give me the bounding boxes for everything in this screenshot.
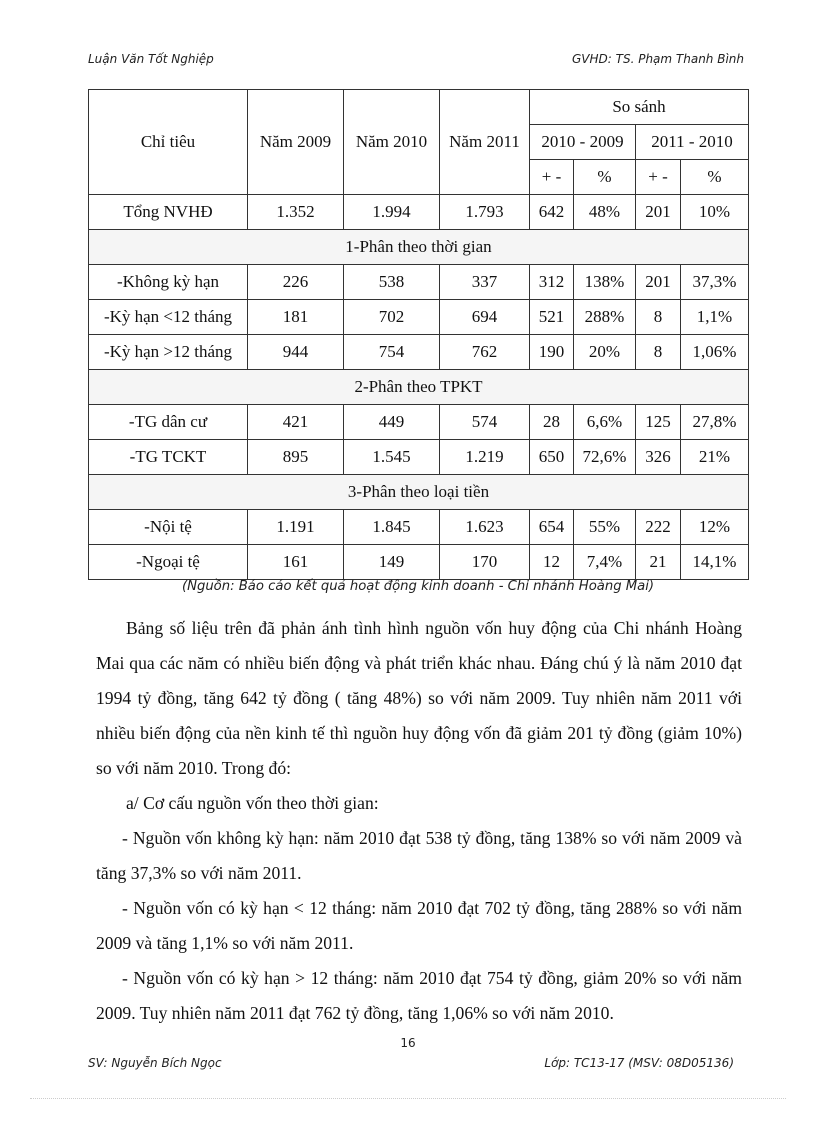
row-label: Tổng NVHĐ <box>89 195 248 230</box>
cell-2009: 1.352 <box>248 195 344 230</box>
row-label: -TG TCKT <box>89 440 248 475</box>
cell-diff-1: 190 <box>530 335 574 370</box>
cell-pct-2: 10% <box>681 195 749 230</box>
row-label: -Không kỳ hạn <box>89 265 248 300</box>
page-bottom-rule <box>30 1098 786 1099</box>
cell-pct-2: 12% <box>681 510 749 545</box>
cell-diff-2: 201 <box>636 265 681 300</box>
section-label: 1-Phân theo thời gian <box>89 230 749 265</box>
header-chi-tieu: Chỉ tiêu <box>89 90 248 195</box>
cell-diff-1: 650 <box>530 440 574 475</box>
page-number: 16 <box>400 1036 416 1050</box>
cell-pct-1: 288% <box>574 300 636 335</box>
section-label: 2-Phân theo TPKT <box>89 370 749 405</box>
cell-diff-1: 28 <box>530 405 574 440</box>
cell-2009: 895 <box>248 440 344 475</box>
cell-2011: 337 <box>440 265 530 300</box>
cell-diff-2: 8 <box>636 335 681 370</box>
body-text <box>96 611 742 1031</box>
cell-diff-2: 222 <box>636 510 681 545</box>
cell-diff-2: 21 <box>636 545 681 580</box>
header-2011-2010: 2011 - 2010 <box>636 125 749 160</box>
cell-pct-2: 27,8% <box>681 405 749 440</box>
section-label: 3-Phân theo loại tiền <box>89 475 749 510</box>
cell-pct-1: 6,6% <box>574 405 636 440</box>
header-2009: Năm 2009 <box>248 90 344 195</box>
header-percent-1: % <box>574 160 636 195</box>
cell-2010: 149 <box>344 545 440 580</box>
cell-2010: 754 <box>344 335 440 370</box>
paragraph-item: - Nguồn vốn không kỳ hạn: năm 2010 đạt 538 tỷ đồng, tăng 138% so với năm 2009 và tăng 37,3% so với năm 2011. <box>96 828 742 883</box>
cell-diff-1: 642 <box>530 195 574 230</box>
cell-pct-2: 21% <box>681 440 749 475</box>
header-2010: Năm 2010 <box>344 90 440 195</box>
table-row <box>89 195 749 230</box>
cell-2009: 226 <box>248 265 344 300</box>
header-percent-2: % <box>681 160 749 195</box>
cell-2011: 762 <box>440 335 530 370</box>
cell-2010: 1.994 <box>344 195 440 230</box>
cell-pct-2: 1,06% <box>681 335 749 370</box>
cell-2010: 538 <box>344 265 440 300</box>
header-so-sanh: So sánh <box>530 90 749 125</box>
paragraph-item: - Nguồn vốn có kỳ hạn < 12 tháng: năm 2010 đạt 702 tỷ đồng, tăng 288% so với năm 2009 và tăng 1,1% so với năm 2011. <box>96 898 742 953</box>
header-2010-2009: 2010 - 2009 <box>530 125 636 160</box>
header-right: GVHD: TS. Phạm Thanh Bình <box>572 52 744 66</box>
cell-2011: 1.219 <box>440 440 530 475</box>
footer-left: SV: Nguyễn Bích Ngọc <box>88 1056 222 1070</box>
section-row <box>89 475 749 510</box>
cell-2011: 1.623 <box>440 510 530 545</box>
cell-2009: 181 <box>248 300 344 335</box>
cell-2010: 702 <box>344 300 440 335</box>
row-label: -Kỳ hạn <12 tháng <box>89 300 248 335</box>
cell-pct-1: 7,4% <box>574 545 636 580</box>
cell-diff-1: 12 <box>530 545 574 580</box>
cell-2010: 1.545 <box>344 440 440 475</box>
cell-pct-1: 48% <box>574 195 636 230</box>
cell-2011: 694 <box>440 300 530 335</box>
cell-pct-2: 1,1% <box>681 300 749 335</box>
paragraph-item: - Nguồn vốn có kỳ hạn > 12 tháng: năm 2010 đạt 754 tỷ đồng, giảm 20% so với năm 2009. Tuy nhiên năm 2011 đạt 762 tỷ đồng, tăng 1,06% so với năm 2010. <box>96 968 742 1023</box>
cell-diff-2: 326 <box>636 440 681 475</box>
cell-2010: 1.845 <box>344 510 440 545</box>
table-row <box>89 545 749 580</box>
cell-2009: 944 <box>248 335 344 370</box>
cell-2010: 449 <box>344 405 440 440</box>
cell-pct-1: 138% <box>574 265 636 300</box>
header-left: Luận Văn Tốt Nghiệp <box>88 52 214 66</box>
cell-2011: 170 <box>440 545 530 580</box>
paragraph-subheading: a/ Cơ cấu nguồn vốn theo thời gian: <box>126 793 379 813</box>
cell-pct-2: 37,3% <box>681 265 749 300</box>
cell-2011: 574 <box>440 405 530 440</box>
row-label: -Nội tệ <box>89 510 248 545</box>
section-row <box>89 230 749 265</box>
header-2011: Năm 2011 <box>440 90 530 195</box>
row-label: -Ngoại tệ <box>89 545 248 580</box>
footer-right: Lớp: TC13-17 (MSV: 08D05136) <box>544 1056 734 1070</box>
cell-2009: 161 <box>248 545 344 580</box>
row-label: -TG dân cư <box>89 405 248 440</box>
cell-2011: 1.793 <box>440 195 530 230</box>
table-row <box>89 405 749 440</box>
cell-diff-1: 521 <box>530 300 574 335</box>
table-row <box>89 510 749 545</box>
cell-pct-1: 20% <box>574 335 636 370</box>
cell-pct-2: 14,1% <box>681 545 749 580</box>
cell-diff-1: 312 <box>530 265 574 300</box>
table-row <box>89 335 749 370</box>
cell-pct-1: 55% <box>574 510 636 545</box>
cell-diff-2: 201 <box>636 195 681 230</box>
cell-diff-1: 654 <box>530 510 574 545</box>
cell-pct-1: 72,6% <box>574 440 636 475</box>
table-source-note: (Nguồn: Báo cáo kết quả hoạt động kinh doanh - Chi nhánh Hoàng Mai) <box>181 579 655 594</box>
cell-2009: 421 <box>248 405 344 440</box>
cell-diff-2: 8 <box>636 300 681 335</box>
cell-2009: 1.191 <box>248 510 344 545</box>
row-label: -Kỳ hạn >12 tháng <box>89 335 248 370</box>
table-row <box>89 265 749 300</box>
header-plusminus-2: + - <box>636 160 681 195</box>
header-plusminus-1: + - <box>530 160 574 195</box>
section-row <box>89 370 749 405</box>
table-row <box>89 440 749 475</box>
paragraph-summary: Bảng số liệu trên đã phản ánh tình hình nguồn vốn huy động của Chi nhánh Hoàng Mai qua các năm có nhiều biến động và phát triển khác nhau. Đáng chú ý là năm 2010 đạt 1994 tỷ đồng, tăng 642 tỷ đồng ( tăng 48%) so với năm 2009. Tuy nhiên năm 2011 với nhiều biến động của nền kinh tế thì nguồn huy động vốn đã giảm 201 tỷ đồng (giảm 10%) so với năm 2010. Trong đó: <box>96 618 742 778</box>
table-row <box>89 300 749 335</box>
cell-diff-2: 125 <box>636 405 681 440</box>
capital-table <box>88 89 749 580</box>
